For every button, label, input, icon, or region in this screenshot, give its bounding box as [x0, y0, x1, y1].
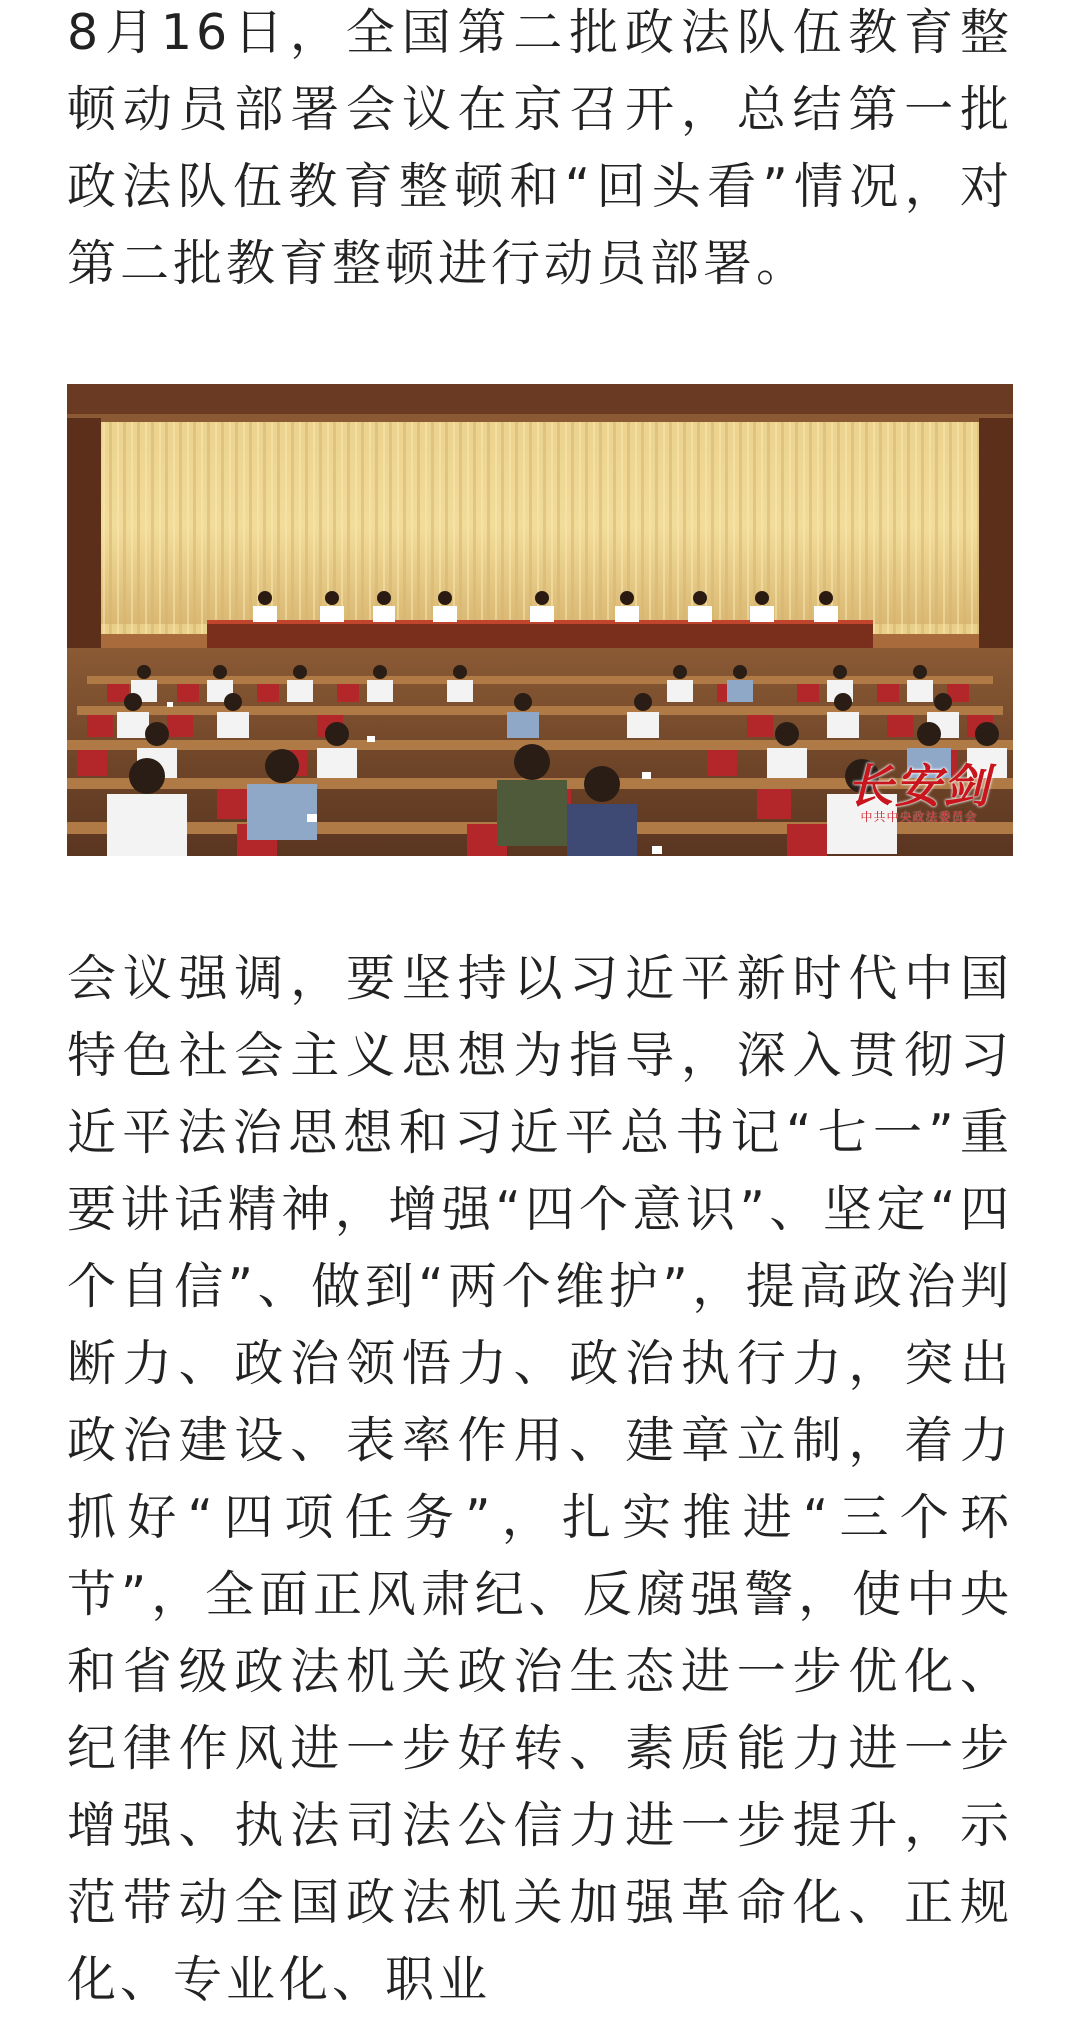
watermark-logo	[847, 759, 991, 824]
article-paragraph: 会议强调，要坚持以习近平新时代中国特色社会主义思想为指导，深入贯彻习近平法治思想和习近平总书记“七一”重要讲话精神，增强“四个意识”、坚定“四个自信”、做到“两个维护”，提高政治判断力、政治领悟力、政治执行力，突出政治建设、表率作用、建章立制，着力抓好“四项任务”，扎实推进“三个环节”，全面正风肃纪、反腐强警，使中央和省级政法机关政治生态进一步优化、纪律作风进一步好转、素质能力进一步增强、执法司法公信力进一步提升，示范带动全国政法机关加强革命化、正规化、专业化、职业	[67, 950, 1013, 2008]
meeting-photo	[67, 384, 1013, 856]
article-paragraph: 8月16日，全国第二批政法队伍教育整顿动员部署会议在京召开，总结第一批政法队伍教育整顿和“回头看”情况，对第二批教育整顿进行动员部署。	[67, 4, 1013, 292]
watermark-brand: 长安剑	[847, 759, 991, 813]
watermark-subtitle: 中共中央政法委员会	[860, 810, 978, 824]
